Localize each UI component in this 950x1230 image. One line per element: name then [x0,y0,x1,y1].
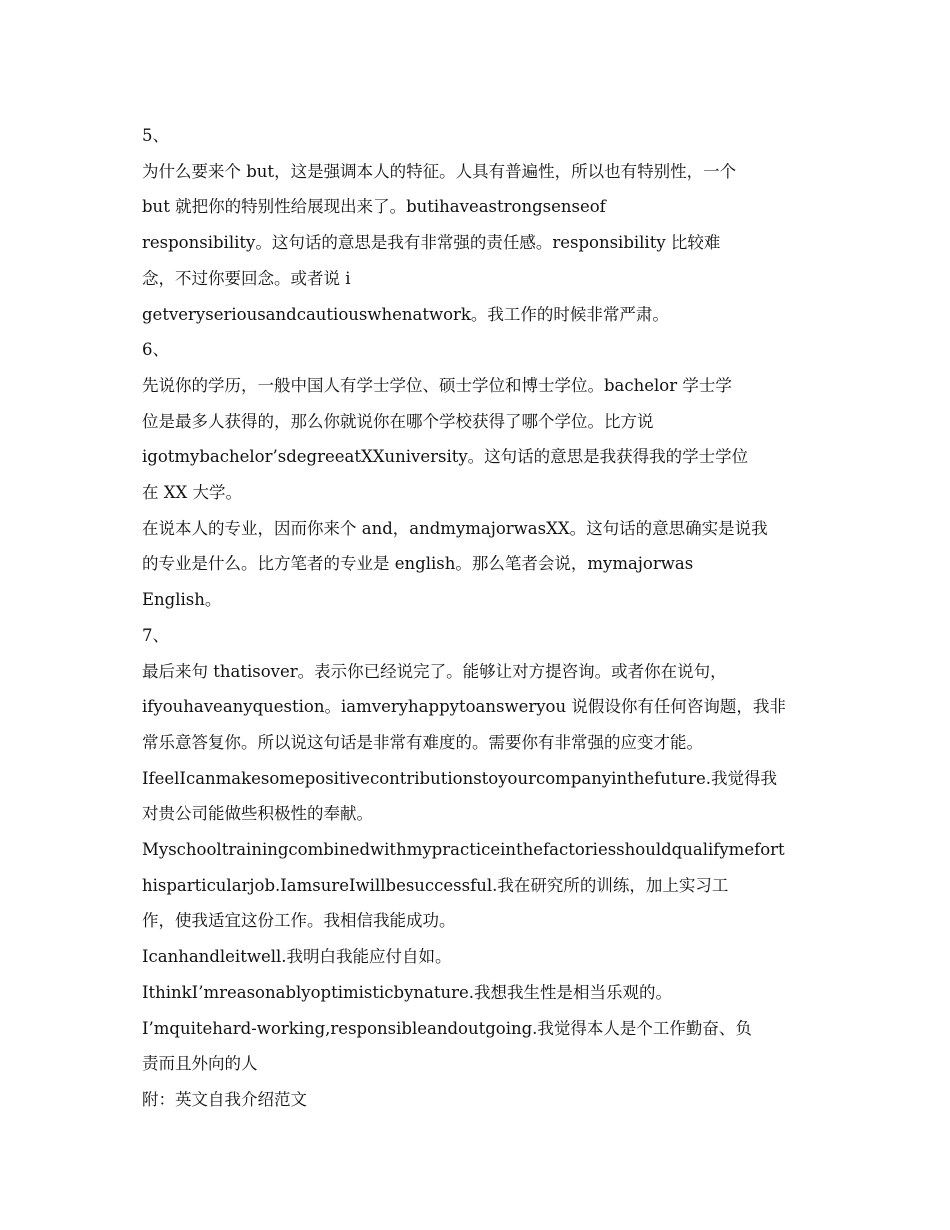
paragraph-line: IthinkI’mreasonablyoptimisticbynature.我想我生性是相当乐观的。 [142,982,673,1002]
paragraph-line: 为什么要来个 but，这是强调本人的特征。人具有普遍性，所以也有特别性，一个 [142,161,737,181]
paragraph-line: Icanhandleitwell.我明白我能应付自如。 [142,947,452,967]
paragraph-line: 的专业是什么。比方笔者的专业是 english。那么笔者会说，mymajorwas [142,554,694,574]
paragraph-line: 在说本人的专业，因而你来个 and，andmymajorwasXX。这句话的意思确实是说我 [142,518,768,538]
paragraph-line: 位是最多人获得的，那么你就说你在哪个学校获得了哪个学位。比方说 [142,411,654,431]
document-body [142,118,810,1118]
paragraph-line: 常乐意答复你。所以说这句话是非常有难度的。需要你有非常强的应变才能。 [142,732,703,752]
paragraph-line: 作，使我适宜这份工作。我相信我能成功。 [142,911,456,931]
paragraph-line: but 就把你的特别性给展现出来了。butihaveastrongsenseof [142,197,606,217]
section-number-7: 7、 [142,625,169,645]
paragraph-line: 念，不过你要回念。或者说 i [142,268,351,288]
paragraph-line: 对贵公司能做些积极性的奉献。 [142,804,373,824]
section-number-6: 6、 [142,340,169,360]
section-number-5: 5、 [142,126,169,145]
paragraph-line: 在 XX 大学。 [142,483,242,503]
paragraph-line: Myschooltrainingcombinedwithmypracticeinthefactoriesshouldqualifymefort [142,840,785,860]
appendix-heading: 附：英文自我介绍范文 [142,1089,307,1109]
paragraph-line: 责而且外向的人 [142,1054,258,1074]
paragraph-line: hisparticularjob.IamsureIwillbesuccessful.我在研究所的训练，加上实习工 [142,875,729,895]
paragraph-line: getveryseriousandcautiouswhenatwork。我工作的时候非常严肃。 [142,304,669,324]
paragraph-line: I’mquitehard-working,responsibleandoutgoing.我觉得本人是个工作勤奋、负 [142,1018,752,1038]
paragraph-line: responsibility。这句话的意思是我有非常强的责任感。responsibility 比较难 [142,233,721,253]
paragraph-line: 先说你的学历，一般中国人有学士学位、硕士学位和博士学位。bachelor 学士学 [142,375,732,395]
paragraph-line: ifyouhaveanyquestion。iamveryhappytoansweryou 说假设你有任何咨询题，我非 [142,697,786,717]
paragraph-line: English。 [142,590,222,610]
paragraph-line: igotmybachelor’sdegreeatXXuniversity。这句话的意思是我获得我的学士学位 [142,447,749,467]
paragraph-line: 最后来句 thatisover。表示你已经说完了。能够让对方提咨询。或者你在说句， [142,661,727,681]
paragraph-line: IfeelIcanmakesomepositivecontributionstoyourcompanyinthefuture.我觉得我 [142,768,777,788]
